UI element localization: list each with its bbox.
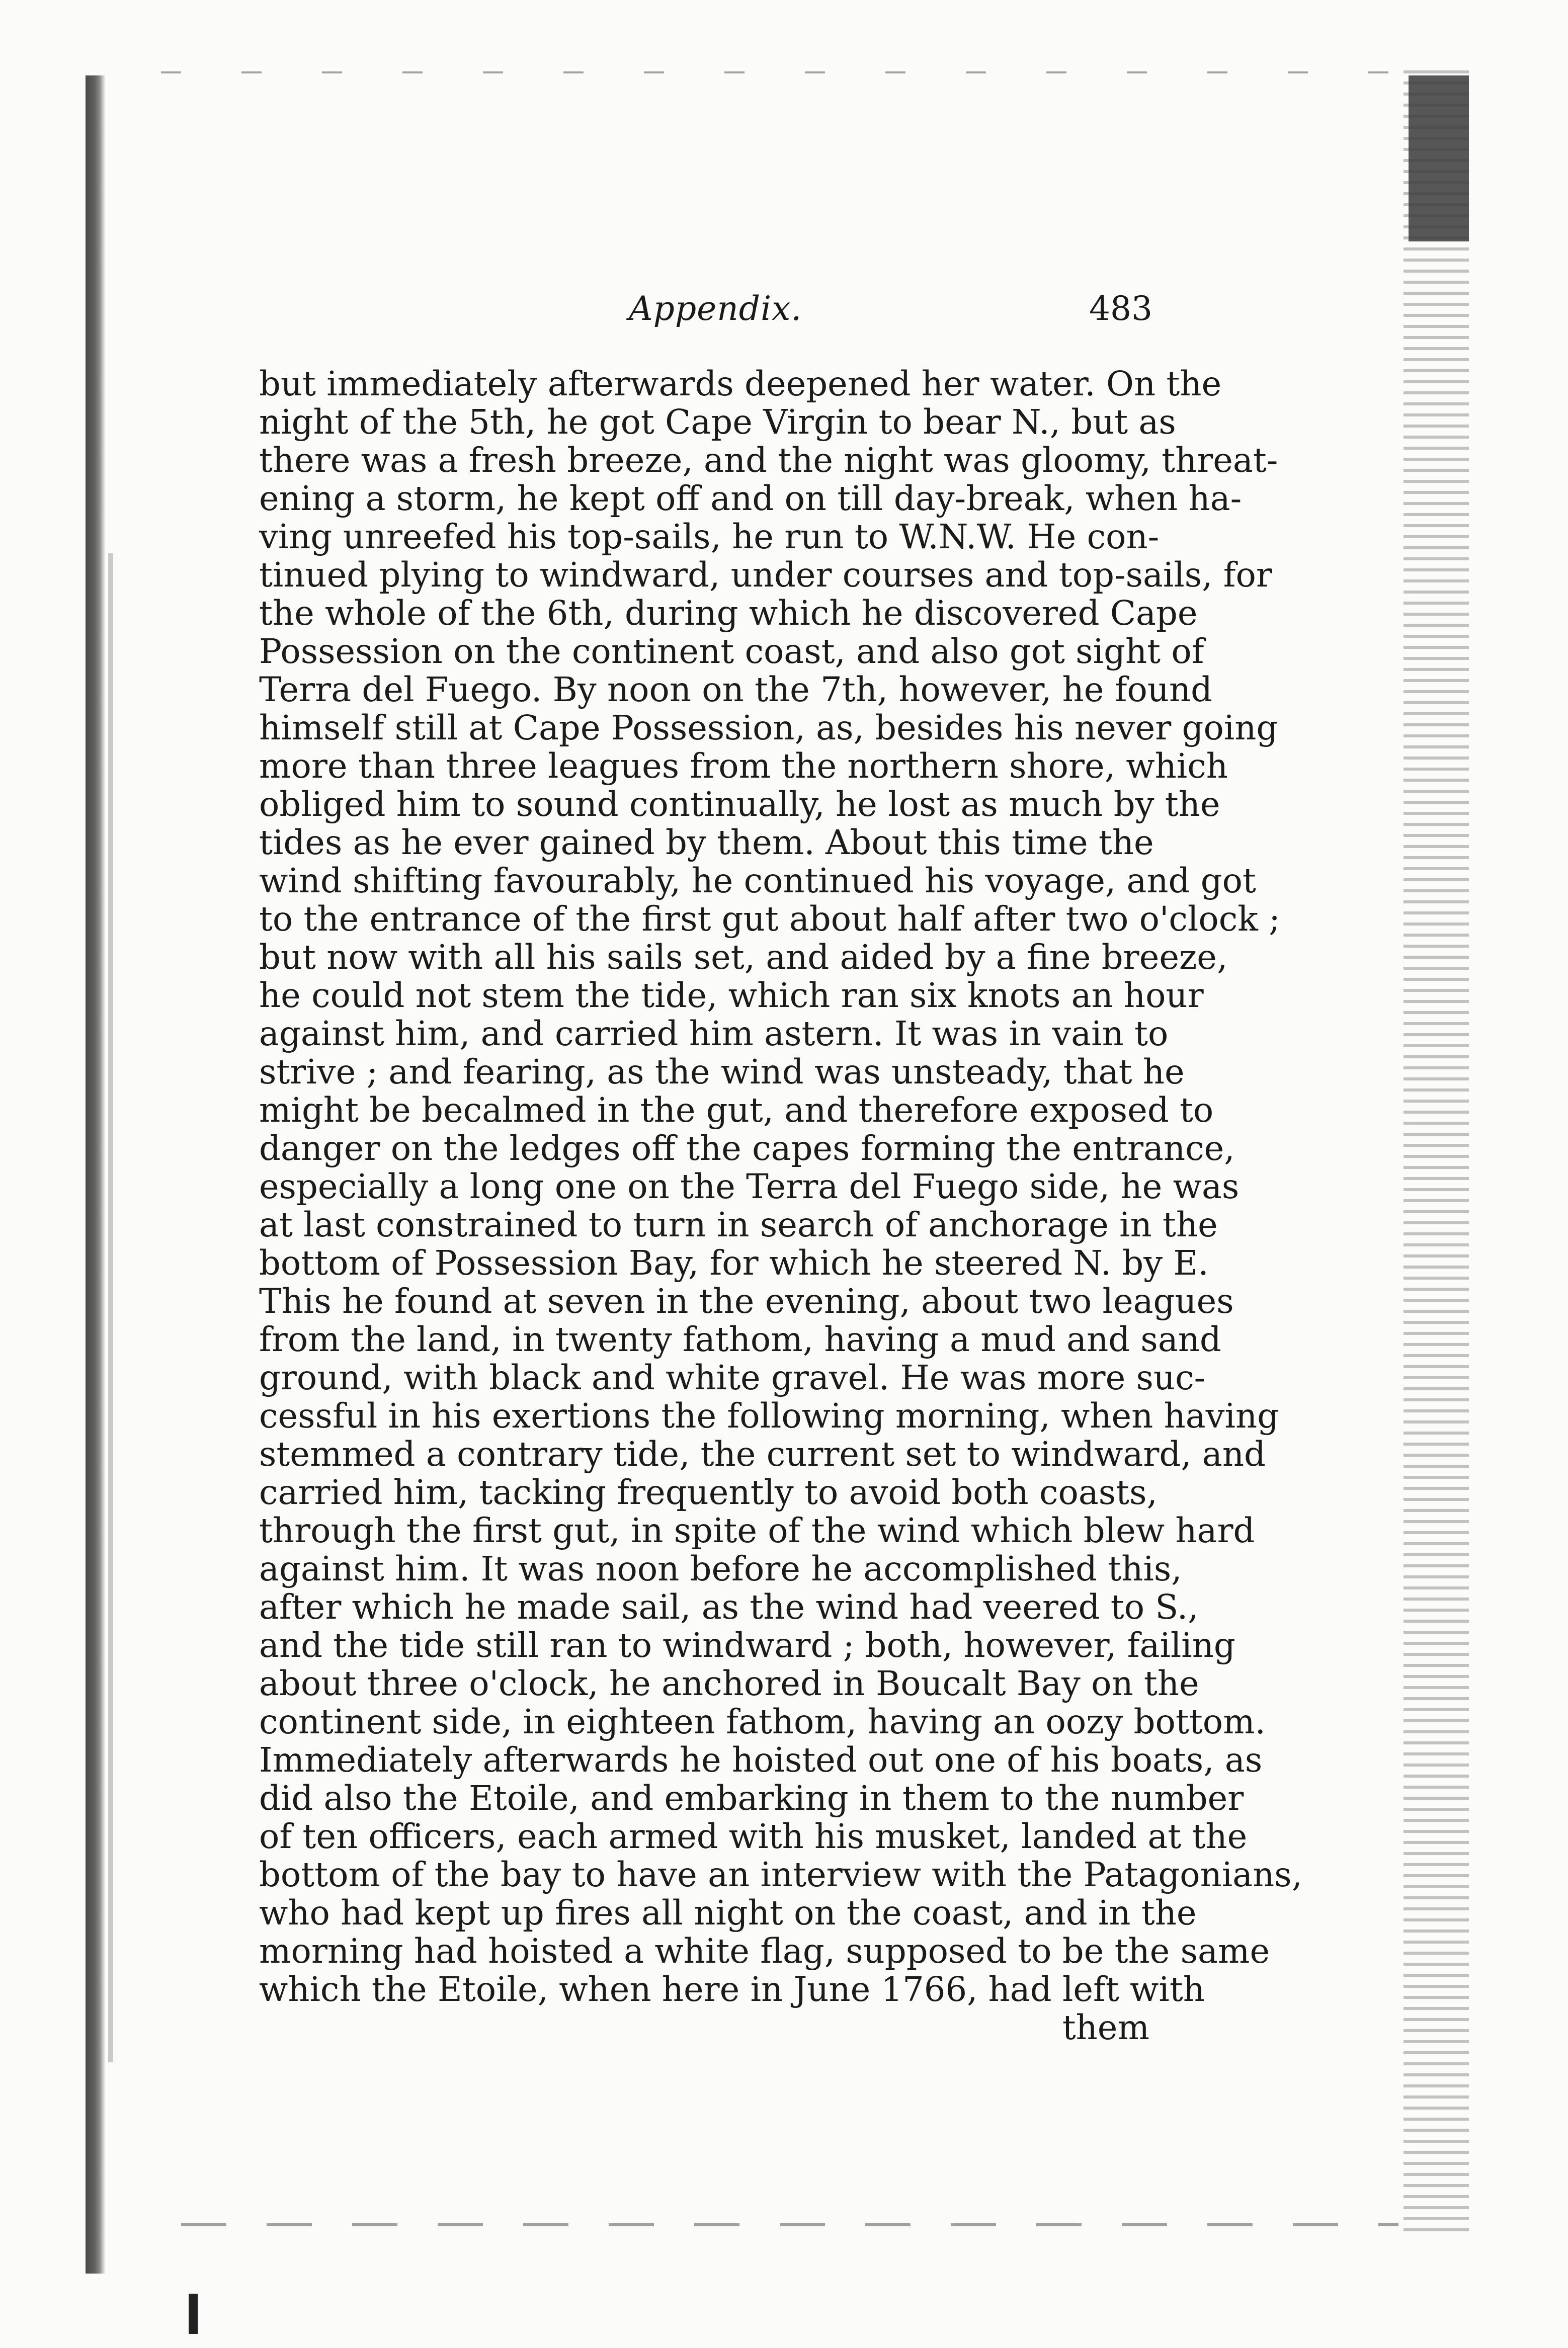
- text-line: Immediately afterwards he hoisted out one of his boats, as: [259, 1740, 1263, 1780]
- text-line: and the tide still ran to windward ; both, however, failing: [259, 1626, 1235, 1665]
- text-line: but now with all his sails set, and aided by a fine breeze,: [259, 938, 1228, 977]
- text-line: of ten officers, each armed with his musket, landed at the: [259, 1817, 1248, 1856]
- text-line: ening a storm, he kept off and on till day-break, when ha-: [259, 479, 1242, 518]
- text-line: after which he made sail, as the wind had veered to S.,: [259, 1587, 1199, 1627]
- body-text: [259, 364, 1302, 2047]
- scan-mark-bottom: [189, 2294, 198, 2334]
- text-line: about three o'clock, he anchored in Boucalt Bay on the: [259, 1664, 1199, 1703]
- text-line: strive ; and fearing, as the wind was unsteady, that he: [259, 1052, 1185, 1092]
- text-line: there was a fresh breeze, and the night was gloomy, threat-: [259, 441, 1278, 480]
- text-line: stemmed a contrary tide, the current set to windward, and: [259, 1435, 1266, 1474]
- text-line: more than three leagues from the northern shore, which: [259, 746, 1228, 786]
- running-head: Appendix.: [629, 289, 802, 328]
- text-line: ving unreefed his top-sails, he run to W.N.W. He con-: [259, 517, 1160, 556]
- text-line: but immediately afterwards deepened her water. On the: [259, 364, 1222, 403]
- text-line: himself still at Cape Possession, as, besides his never going: [259, 708, 1278, 747]
- text-line: danger on the ledges off the capes forming the entrance,: [259, 1129, 1235, 1168]
- scan-edge-right: [1404, 70, 1469, 2233]
- text-line: obliged him to sound continually, he lost as much by the: [259, 785, 1220, 824]
- scan-edge-left: [86, 75, 106, 2274]
- text-line: tinued plying to windward, under courses and top-sails, for: [259, 555, 1272, 595]
- text-line: cessful in his exertions the following morning, when having: [259, 1396, 1279, 1436]
- text-line: bottom of the bay to have an interview with the Patagonians,: [259, 1855, 1302, 1894]
- scan-edge-bottom: [181, 2223, 1398, 2226]
- page-number: 483: [1089, 289, 1152, 328]
- text-line: morning had hoisted a white flag, supposed to be the same: [259, 1932, 1270, 1971]
- text-line: especially a long one on the Terra del Fuego side, he was: [259, 1167, 1240, 1206]
- text-line: bottom of Possession Bay, for which he steered N. by E.: [259, 1243, 1209, 1283]
- text-line: he could not stem the tide, which ran six knots an hour: [259, 976, 1204, 1015]
- text-line: This he found at seven in the evening, about two leagues: [259, 1282, 1234, 1321]
- text-line: carried him, tacking frequently to avoid both coasts,: [259, 1473, 1158, 1512]
- scan-edge-top: [161, 71, 1409, 73]
- text-line: continent side, in eighteen fathom, having an oozy bottom.: [259, 1702, 1266, 1741]
- text-line: who had kept up fires all night on the coast, and in the: [259, 1893, 1197, 1933]
- text-line: wind shifting favourably, he continued his voyage, and got: [259, 861, 1256, 900]
- text-line: Possession on the continent coast, and also got sight of: [259, 632, 1204, 671]
- text-line: against him, and carried him astern. It was in vain to: [259, 1014, 1169, 1053]
- text-line: ground, with black and white gravel. He was more suc-: [259, 1358, 1206, 1397]
- text-line: did also the Etoile, and embarking in them to the number: [259, 1779, 1244, 1818]
- text-line: tides as he ever gained by them. About this time the: [259, 823, 1154, 862]
- text-line: Terra del Fuego. By noon on the 7th, however, he found: [259, 670, 1213, 709]
- catchword: them: [1062, 2008, 1149, 2047]
- text-line: might be becalmed in the gut, and therefore exposed to: [259, 1091, 1214, 1130]
- text-line: to the entrance of the first gut about half after two o'clock ;: [259, 899, 1280, 939]
- text-line: which the Etoile, when here in June 1766, had left with: [259, 1970, 1205, 2009]
- text-line: at last constrained to turn in search of anchorage in the: [259, 1205, 1218, 1244]
- scan-edge-left-shadow: [108, 553, 113, 2062]
- text-line: the whole of the 6th, during which he discovered Cape: [259, 594, 1198, 633]
- text-line: night of the 5th, he got Cape Virgin to bear N., but as: [259, 402, 1176, 442]
- text-line: from the land, in twenty fathom, having a mud and sand: [259, 1320, 1221, 1359]
- text-line: through the first gut, in spite of the wind which blew hard: [259, 1511, 1255, 1550]
- text-line: against him. It was noon before he accomplished this,: [259, 1549, 1182, 1588]
